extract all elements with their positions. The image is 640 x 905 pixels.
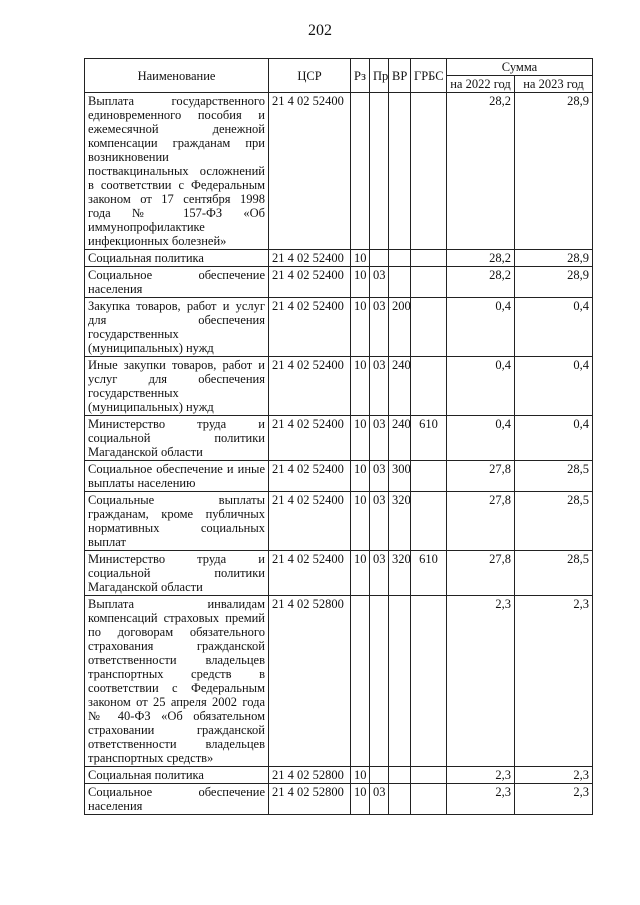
row-pr xyxy=(370,93,389,250)
row-csr: 21 4 02 52400 xyxy=(269,551,351,596)
row-sum-2023: 2,3 xyxy=(515,596,593,767)
table-row xyxy=(85,250,593,267)
row-name: Социальное обеспечение населения xyxy=(85,784,269,815)
row-vr xyxy=(389,93,411,250)
row-csr: 21 4 02 52400 xyxy=(269,357,351,416)
row-sum-2022: 0,4 xyxy=(447,357,515,416)
row-pr: 03 xyxy=(370,492,389,551)
row-sum-2022: 2,3 xyxy=(447,596,515,767)
row-name: Выплата инвалидам компенсаций страховых премий по договорам обязательного страхования гражданской ответственности владельцев транспортных средств в соответствии с Федеральным законом от 25 апреля 2002 года № 40-ФЗ «Об обязательном страховании гражданской ответственности владельцев транспортных средств» xyxy=(85,596,269,767)
row-csr: 21 4 02 52800 xyxy=(269,784,351,815)
row-grbs xyxy=(411,93,447,250)
row-rz: 10 xyxy=(351,298,370,357)
row-pr: 03 xyxy=(370,267,389,298)
header-name: Наименование xyxy=(85,59,269,93)
table-row xyxy=(85,596,593,767)
row-grbs xyxy=(411,784,447,815)
row-rz: 10 xyxy=(351,784,370,815)
row-vr xyxy=(389,784,411,815)
row-pr: 03 xyxy=(370,461,389,492)
row-rz xyxy=(351,93,370,250)
row-grbs xyxy=(411,357,447,416)
row-pr: 03 xyxy=(370,357,389,416)
row-vr xyxy=(389,767,411,784)
table-row xyxy=(85,93,593,250)
row-name: Социальная политика xyxy=(85,250,269,267)
row-pr xyxy=(370,250,389,267)
row-rz: 10 xyxy=(351,461,370,492)
row-vr xyxy=(389,250,411,267)
row-pr: 03 xyxy=(370,784,389,815)
row-sum-2022: 27,8 xyxy=(447,492,515,551)
row-grbs xyxy=(411,492,447,551)
row-csr: 21 4 02 52400 xyxy=(269,298,351,357)
row-name: Министерство труда и социальной политики Магаданской области xyxy=(85,551,269,596)
row-rz: 10 xyxy=(351,767,370,784)
row-sum-2023: 0,4 xyxy=(515,298,593,357)
table-row xyxy=(85,767,593,784)
header-2022: на 2022 год xyxy=(447,76,515,93)
row-sum-2023: 28,5 xyxy=(515,461,593,492)
row-sum-2022: 28,2 xyxy=(447,267,515,298)
row-sum-2023: 0,4 xyxy=(515,357,593,416)
table-row xyxy=(85,298,593,357)
row-grbs xyxy=(411,250,447,267)
row-pr xyxy=(370,596,389,767)
header-2023: на 2023 год xyxy=(515,76,593,93)
row-vr xyxy=(389,267,411,298)
row-vr: 320 xyxy=(389,492,411,551)
row-pr: 03 xyxy=(370,298,389,357)
row-csr: 21 4 02 52400 xyxy=(269,267,351,298)
row-sum-2022: 28,2 xyxy=(447,250,515,267)
table-row xyxy=(85,416,593,461)
table-row xyxy=(85,461,593,492)
row-rz xyxy=(351,596,370,767)
header-vr: ВР xyxy=(389,59,411,93)
row-vr: 240 xyxy=(389,416,411,461)
row-vr: 240 xyxy=(389,357,411,416)
row-sum-2023: 28,9 xyxy=(515,267,593,298)
row-sum-2022: 28,2 xyxy=(447,93,515,250)
row-csr: 21 4 02 52400 xyxy=(269,492,351,551)
row-grbs xyxy=(411,461,447,492)
page-number: 202 xyxy=(308,22,332,39)
table-row xyxy=(85,784,593,815)
row-csr: 21 4 02 52400 xyxy=(269,416,351,461)
row-rz: 10 xyxy=(351,492,370,551)
row-sum-2023: 28,9 xyxy=(515,93,593,250)
row-name: Иные закупки товаров, работ и услуг для обеспечения государственных (муниципальных) нужд xyxy=(85,357,269,416)
row-rz: 10 xyxy=(351,357,370,416)
header-rz: Рз xyxy=(351,59,370,93)
row-name: Министерство труда и социальной политики Магаданской области xyxy=(85,416,269,461)
row-name: Социальная политика xyxy=(85,767,269,784)
row-sum-2022: 0,4 xyxy=(447,298,515,357)
row-sum-2023: 28,9 xyxy=(515,250,593,267)
row-sum-2023: 2,3 xyxy=(515,784,593,815)
row-sum-2023: 28,5 xyxy=(515,551,593,596)
header-sum: Сумма xyxy=(447,59,593,76)
row-rz: 10 xyxy=(351,551,370,596)
row-vr xyxy=(389,596,411,767)
table-row xyxy=(85,551,593,596)
table-row xyxy=(85,357,593,416)
row-sum-2022: 2,3 xyxy=(447,767,515,784)
row-rz: 10 xyxy=(351,250,370,267)
row-name: Выплата государственного единовременного пособия и ежемесячной денежной компенсации гражданам при возникновении поствакцинальных осложнений в соответствии с Федеральным законом от 17 сентября 1998 года № 157-ФЗ «Об иммунопрофилактике инфекционных болезней» xyxy=(85,93,269,250)
row-grbs: 610 xyxy=(411,551,447,596)
row-sum-2022: 27,8 xyxy=(447,551,515,596)
row-csr: 21 4 02 52400 xyxy=(269,93,351,250)
row-sum-2022: 27,8 xyxy=(447,461,515,492)
row-name: Закупка товаров, работ и услуг для обеспечения государственных (муниципальных) нужд xyxy=(85,298,269,357)
budget-table xyxy=(84,58,593,815)
row-rz: 10 xyxy=(351,416,370,461)
row-vr: 300 xyxy=(389,461,411,492)
row-sum-2022: 0,4 xyxy=(447,416,515,461)
row-sum-2023: 28,5 xyxy=(515,492,593,551)
row-grbs xyxy=(411,298,447,357)
header-csr: ЦСР xyxy=(269,59,351,93)
row-pr: 03 xyxy=(370,416,389,461)
row-csr: 21 4 02 52400 xyxy=(269,250,351,267)
table-row xyxy=(85,267,593,298)
row-csr: 21 4 02 52400 xyxy=(269,461,351,492)
row-sum-2023: 2,3 xyxy=(515,767,593,784)
header-pr: Пр xyxy=(370,59,389,93)
row-csr: 21 4 02 52800 xyxy=(269,767,351,784)
row-sum-2023: 0,4 xyxy=(515,416,593,461)
row-grbs xyxy=(411,596,447,767)
row-name: Социальное обеспечение населения xyxy=(85,267,269,298)
row-name: Социальные выплаты гражданам, кроме публичных нормативных социальных выплат xyxy=(85,492,269,551)
row-vr: 200 xyxy=(389,298,411,357)
table-row xyxy=(85,492,593,551)
header-grbs: ГРБС xyxy=(411,59,447,93)
row-csr: 21 4 02 52800 xyxy=(269,596,351,767)
row-name: Социальное обеспечение и иные выплаты населению xyxy=(85,461,269,492)
row-grbs xyxy=(411,267,447,298)
row-pr xyxy=(370,767,389,784)
row-sum-2022: 2,3 xyxy=(447,784,515,815)
row-vr: 320 xyxy=(389,551,411,596)
row-rz: 10 xyxy=(351,267,370,298)
row-grbs: 610 xyxy=(411,416,447,461)
row-pr: 03 xyxy=(370,551,389,596)
row-grbs xyxy=(411,767,447,784)
